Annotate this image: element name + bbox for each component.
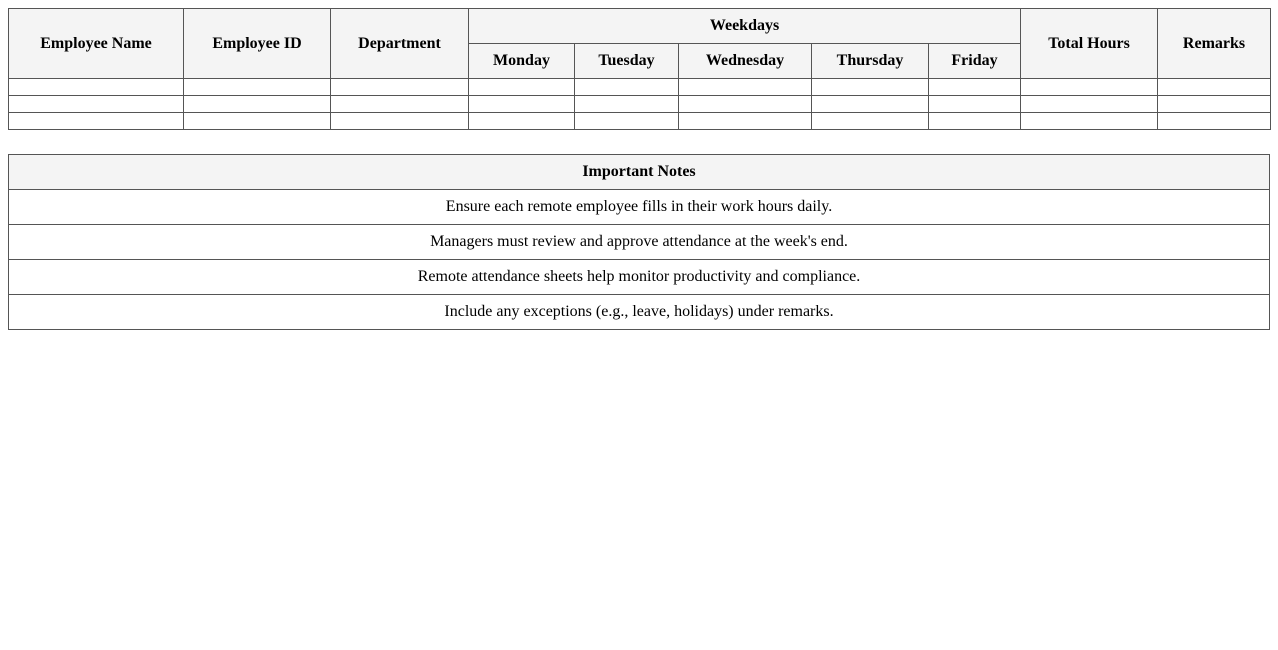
note-item: Managers must review and approve attendance at the week's end. (9, 225, 1270, 260)
cell-employee-id[interactable] (184, 79, 331, 96)
cell-tuesday[interactable] (575, 79, 679, 96)
table-row (9, 79, 1271, 96)
header-tuesday: Tuesday (575, 44, 679, 79)
cell-monday[interactable] (469, 113, 575, 130)
cell-tuesday[interactable] (575, 113, 679, 130)
attendance-table (8, 8, 1271, 130)
cell-total-hours[interactable] (1021, 79, 1158, 96)
note-item: Ensure each remote employee fills in their work hours daily. (9, 190, 1270, 225)
header-total-hours: Total Hours (1021, 9, 1158, 79)
header-remarks: Remarks (1158, 9, 1271, 79)
cell-monday[interactable] (469, 96, 575, 113)
cell-thursday[interactable] (812, 113, 929, 130)
cell-employee-id[interactable] (184, 113, 331, 130)
cell-employee-name[interactable] (9, 96, 184, 113)
note-item: Remote attendance sheets help monitor productivity and compliance. (9, 260, 1270, 295)
cell-friday[interactable] (929, 96, 1021, 113)
cell-wednesday[interactable] (679, 96, 812, 113)
cell-remarks[interactable] (1158, 113, 1271, 130)
header-weekdays: Weekdays (469, 9, 1021, 44)
header-thursday: Thursday (812, 44, 929, 79)
note-row (9, 190, 1270, 225)
header-wednesday: Wednesday (679, 44, 812, 79)
cell-friday[interactable] (929, 113, 1021, 130)
cell-monday[interactable] (469, 79, 575, 96)
note-row (9, 260, 1270, 295)
header-department: Department (331, 9, 469, 79)
cell-employee-id[interactable] (184, 96, 331, 113)
notes-table (8, 154, 1270, 330)
note-row (9, 225, 1270, 260)
cell-wednesday[interactable] (679, 79, 812, 96)
cell-thursday[interactable] (812, 79, 929, 96)
cell-thursday[interactable] (812, 96, 929, 113)
cell-department[interactable] (331, 96, 469, 113)
header-friday: Friday (929, 44, 1021, 79)
cell-wednesday[interactable] (679, 113, 812, 130)
cell-employee-name[interactable] (9, 79, 184, 96)
header-row-top (9, 9, 1271, 44)
cell-employee-name[interactable] (9, 113, 184, 130)
cell-total-hours[interactable] (1021, 113, 1158, 130)
cell-total-hours[interactable] (1021, 96, 1158, 113)
header-employee-name: Employee Name (9, 9, 184, 79)
cell-remarks[interactable] (1158, 79, 1271, 96)
header-employee-id: Employee ID (184, 9, 331, 79)
cell-department[interactable] (331, 79, 469, 96)
note-row (9, 295, 1270, 330)
notes-header-row (9, 155, 1270, 190)
cell-tuesday[interactable] (575, 96, 679, 113)
cell-remarks[interactable] (1158, 96, 1271, 113)
notes-title: Important Notes (9, 155, 1270, 190)
cell-department[interactable] (331, 113, 469, 130)
cell-friday[interactable] (929, 79, 1021, 96)
header-monday: Monday (469, 44, 575, 79)
note-item: Include any exceptions (e.g., leave, holidays) under remarks. (9, 295, 1270, 330)
table-row (9, 96, 1271, 113)
table-row (9, 113, 1271, 130)
